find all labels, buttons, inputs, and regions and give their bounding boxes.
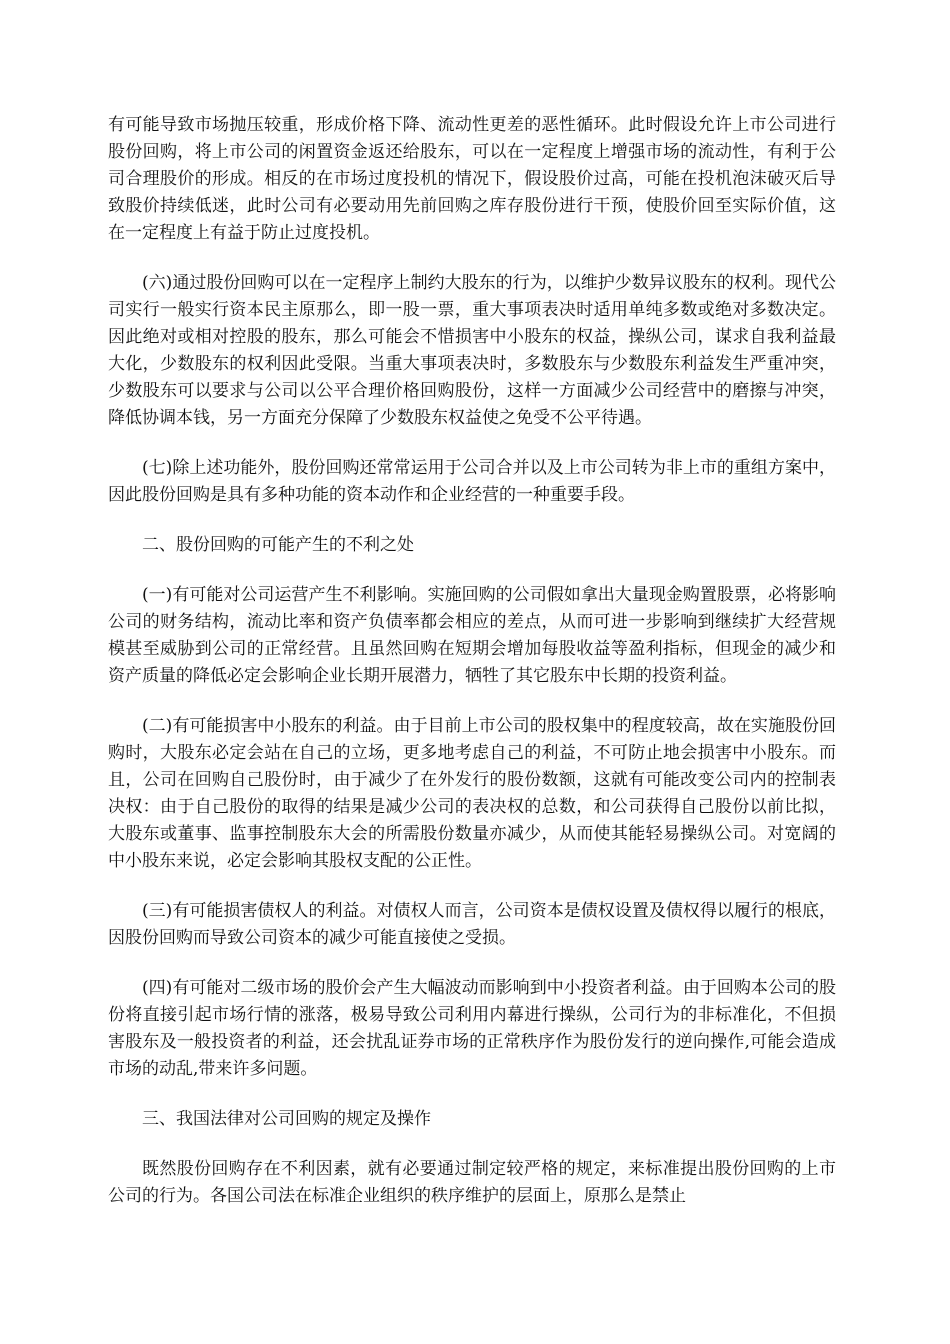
paragraph-4: (一)有可能对公司运营产生不利影响。实施回购的公司假如拿出大量现金购置股票，必将影响公司的财务结构，流动比率和资产负债率都会相应的差点，从而可进一步影响到继续扩大经营规模甚至威胁到公司的正常经营。且虽然回购在短期会增加每股收益等盈利指标，但现金的减少和资产质量的降低必定会影响企业长期开展潜力，牺牲了其它股东中长期的投资利益。 xyxy=(108,585,836,686)
section-heading-3: 三、我国法律对公司回购的规定及操作 xyxy=(142,1109,431,1129)
paragraph-1: 有可能导致市场抛压较重，形成价格下降、流动性更差的恶性循环。此时假设允许上市公司进行股份回购，将上市公司的闲置资金返还给股东，可以在一定程度上增强市场的流动性，有利于公司合理股价的形成。相反的在市场过度投机的情况下，假设股价过高，可能在投机泡沫破灭后导致股价持续低迷，此时公司有必要动用先前回购之库存股份进行干预，使股价回至实际价值，这在一定程度上有益于防止过度投机。 xyxy=(108,115,836,243)
paragraph-2: (六)通过股份回购可以在一定程序上制约大股东的行为，以维护少数异议股东的权利。现代公司实行一般实行资本民主原那么，即一股一票，重大事项表决时适用单纯多数或绝对多数决定。因此绝对或相对控股的股东，那么可能会不惜损害中小股东的权益，操纵公司，谋求自我利益最大化，少数股东的权利因此受限。当重大事项表决时，多数股东与少数股东利益发生严重冲突，少数股东可以要求与公司以公平合理价格回购股份，这样一方面减少公司经营中的磨擦与冲突，降低协调本钱，另一方面充分保障了少数股东权益使之免受不公平待遇。 xyxy=(108,273,836,428)
paragraph-3: (七)除上述功能外，股份回购还常常运用于公司合并以及上市公司转为非上市的重组方案中，因此股份回购是具有多种功能的资本动作和企业经营的一种重要手段。 xyxy=(108,458,836,505)
paragraph-6: (三)有可能损害债权人的利益。对债权人而言，公司资本是债权设置及债权得以履行的根底，因股份回购而导致公司资本的减少可能直接使之受损。 xyxy=(108,901,836,948)
paragraph-5: (二)有可能损害中小股东的利益。由于目前上市公司的股权集中的程度较高，故在实施股份回购时，大股东必定会站在自己的立场，更多地考虑自己的利益，不可防止地会损害中小股东。而且，公司在回购自己股份时，由于减少了在外发行的股份数额，这就有可能改变公司内的控制表决权：由于自己股份的取得的结果是减少公司的表决权的总数，和公司获得自己股份以前比拟，大股东或董事、监事控制股东大会的所需股份数量亦减少，从而使其能轻易操纵公司。对宽阔的中小股东来说，必定会影响其股权支配的公正性。 xyxy=(108,716,836,871)
document-page xyxy=(108,112,836,1233)
paragraph-7: (四)有可能对二级市场的股价会产生大幅波动而影响到中小投资者利益。由于回购本公司的股份将直接引起市场行情的涨落，极易导致公司利用内幕进行操纵，公司行为的非标准化，不但损害股东及一般投资者的利益，还会扰乱证券市场的正常秩序作为股份发行的逆向操作,可能会造成市场的动乱,带来许多问题。 xyxy=(108,978,836,1079)
section-heading-2: 二、股份回购的可能产生的不利之处 xyxy=(142,535,414,555)
paragraph-8: 既然股份回购存在不利因素，就有必要通过制定较严格的规定，来标准提出股份回购的上市公司的行为。各国公司法在标准企业组织的秩序维护的层面上，原那么是禁止 xyxy=(108,1159,836,1206)
